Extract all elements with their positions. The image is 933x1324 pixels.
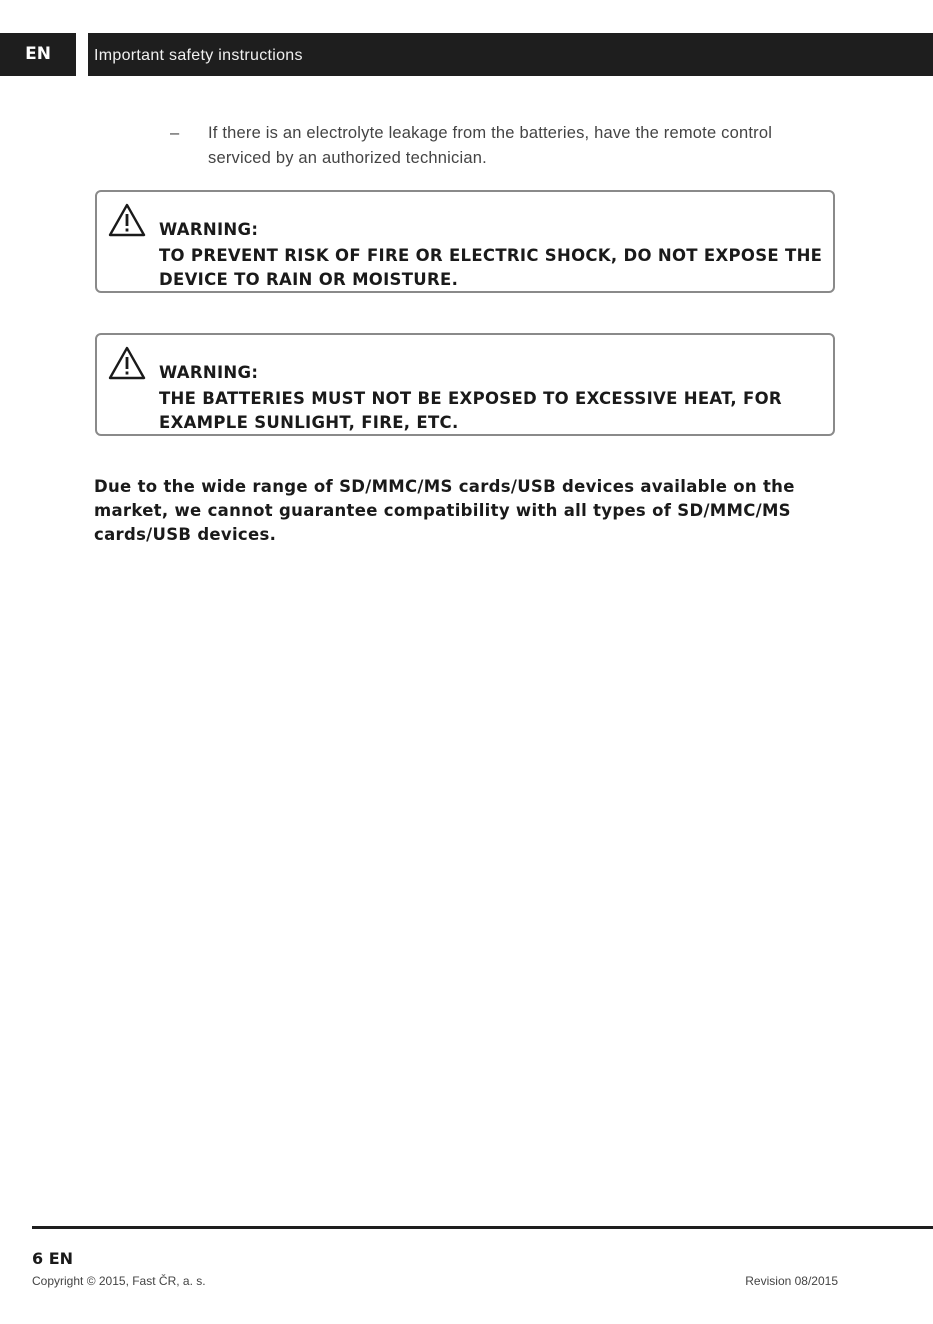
bullet-text: If there is an electrolyte leakage from the batteries, have the remote control serviced by an authorized technician. bbox=[208, 124, 773, 167]
footer-divider bbox=[32, 1226, 933, 1229]
warning-label: WARNING: bbox=[159, 363, 259, 382]
warning-box-heat bbox=[95, 333, 835, 436]
page-number: 6 EN bbox=[32, 1249, 74, 1268]
warning-text: THE BATTERIES MUST NOT BE EXPOSED TO EXCESSIVE HEAT, FOR EXAMPLE SUNLIGHT, FIRE, ETC. bbox=[159, 389, 782, 432]
language-tab: EN bbox=[0, 33, 76, 76]
bullet-dash: – bbox=[170, 124, 180, 142]
warning-triangle-icon bbox=[107, 202, 147, 238]
section-title: Important safety instructions bbox=[88, 33, 933, 76]
revision-text: Revision 08/2015 bbox=[745, 1274, 838, 1288]
warning-label: WARNING: bbox=[159, 220, 259, 239]
warning-triangle-icon bbox=[107, 345, 147, 381]
bullet-item bbox=[170, 121, 810, 171]
copyright-text: Copyright © 2015, Fast ČR, a. s. bbox=[32, 1274, 206, 1288]
warning-box-fire bbox=[95, 190, 835, 293]
page-header bbox=[0, 33, 933, 76]
compatibility-notice: Due to the wide range of SD/MMC/MS cards/USB devices available on the market, we cannot guarantee compatibility with all types of SD/MMC/MS cards/USB devices. bbox=[94, 477, 795, 544]
warning-text: TO PREVENT RISK OF FIRE OR ELECTRIC SHOCK, DO NOT EXPOSE THE DEVICE TO RAIN OR MOISTURE. bbox=[159, 246, 823, 289]
